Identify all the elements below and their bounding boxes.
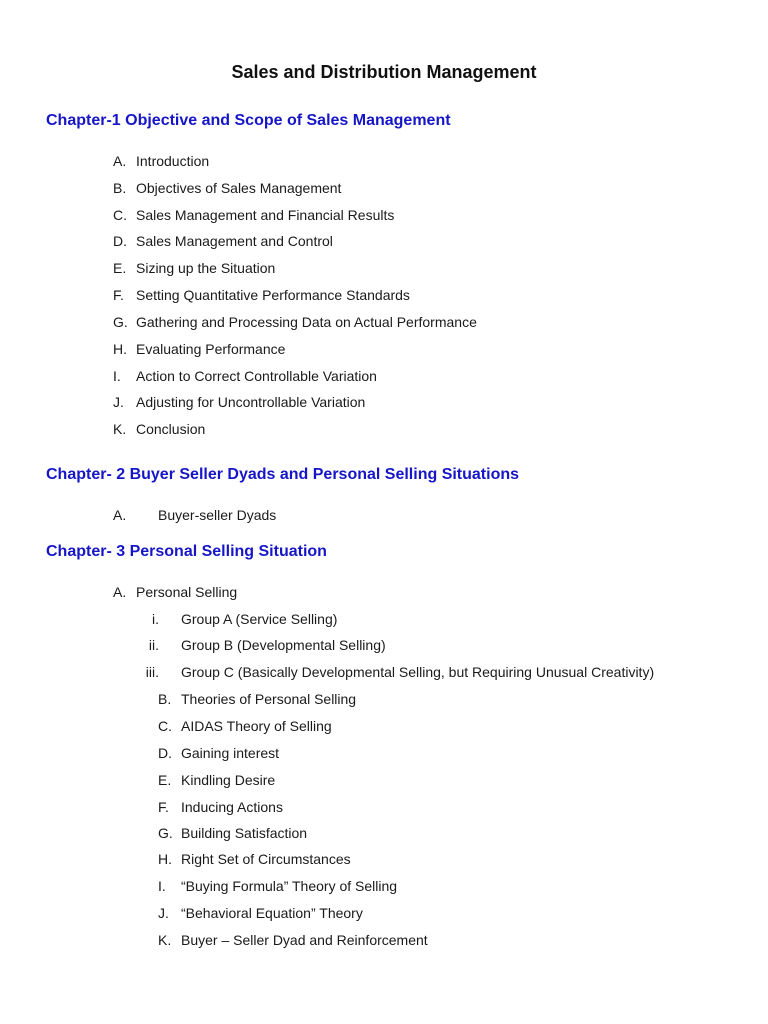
list-item — [0, 393, 768, 411]
list-marker: K. — [113, 421, 127, 437]
list-item — [0, 744, 768, 762]
roman-marker: iii. — [145, 664, 159, 680]
page-title: Sales and Distribution Management — [231, 62, 537, 82]
list-item — [0, 286, 768, 304]
list-item — [0, 771, 768, 789]
list-item — [0, 232, 768, 250]
list-text: AIDAS Theory of Selling — [181, 718, 332, 734]
list-text: Buyer-seller Dyads — [158, 507, 277, 523]
list-marker: A. — [113, 584, 127, 600]
list-text: Right Set of Circumstances — [181, 851, 351, 867]
list-item — [0, 313, 768, 331]
list-text: “Behavioral Equation” Theory — [181, 905, 363, 921]
sublist-item — [0, 636, 768, 654]
list-text: Inducing Actions — [181, 799, 283, 815]
roman-marker: ii. — [148, 637, 159, 653]
list-text: Gathering and Processing Data on Actual Performance — [136, 314, 477, 330]
list-marker: H. — [113, 341, 127, 357]
list-marker: J. — [158, 905, 169, 921]
sublist-item — [0, 663, 768, 681]
list-text: “Buying Formula” Theory of Selling — [181, 878, 398, 894]
list-item — [0, 179, 768, 197]
list-marker: I. — [158, 878, 166, 894]
list-text: Setting Quantitative Performance Standards — [136, 287, 410, 303]
list-marker: G. — [158, 825, 173, 841]
list-item — [0, 904, 768, 922]
list-marker: A. — [113, 153, 127, 169]
list-item — [0, 206, 768, 224]
list-item — [0, 717, 768, 735]
list-item — [0, 583, 768, 601]
chapter-2-heading: Chapter- 2 Buyer Seller Dyads and Personal Selling Situations — [46, 466, 520, 483]
list-item — [0, 850, 768, 868]
list-marker: E. — [158, 772, 172, 788]
list-text: Evaluating Performance — [136, 341, 286, 357]
list-marker: D. — [158, 745, 172, 761]
list-text: Objectives of Sales Management — [136, 180, 342, 196]
list-marker: C. — [158, 718, 172, 734]
chapter-3-heading: Chapter- 3 Personal Selling Situation — [46, 543, 327, 560]
list-text: Theories of Personal Selling — [181, 691, 357, 707]
list-text: Kindling Desire — [181, 772, 276, 788]
list-item — [0, 824, 768, 842]
list-item — [0, 259, 768, 277]
list-marker: H. — [158, 851, 172, 867]
list-marker: E. — [113, 260, 127, 276]
list-marker: G. — [113, 314, 128, 330]
list-marker: D. — [113, 233, 127, 249]
list-text: Sales Management and Control — [136, 233, 333, 249]
list-item — [0, 152, 768, 170]
list-item — [0, 931, 768, 949]
list-text: Group B (Developmental Selling) — [181, 637, 386, 653]
list-text: Personal Selling — [136, 584, 238, 600]
list-marker: K. — [158, 932, 172, 948]
list-text: Sizing up the Situation — [136, 260, 276, 276]
chapter-1-heading: Chapter-1 Objective and Scope of Sales Management — [46, 112, 451, 129]
list-text: Buyer – Seller Dyad and Reinforcement — [181, 932, 428, 948]
list-marker: C. — [113, 207, 127, 223]
list-item — [0, 506, 768, 524]
list-item — [0, 690, 768, 708]
list-item — [0, 798, 768, 816]
sublist-item — [0, 610, 768, 628]
roman-marker: i. — [152, 611, 159, 627]
list-item — [0, 877, 768, 895]
list-marker: J. — [113, 394, 124, 410]
list-text: Conclusion — [136, 421, 206, 437]
list-item — [0, 420, 768, 438]
list-text: Sales Management and Financial Results — [136, 207, 395, 223]
list-text: Action to Correct Controllable Variation — [136, 368, 377, 384]
list-marker: F. — [113, 287, 124, 303]
list-text: Group C (Basically Developmental Selling, but Requiring Unusual Creativity) — [181, 664, 655, 680]
list-item — [0, 340, 768, 358]
list-marker: A. — [113, 507, 127, 523]
list-text: Building Satisfaction — [181, 825, 308, 841]
list-item — [0, 367, 768, 385]
list-text: Gaining interest — [181, 745, 280, 761]
list-marker: B. — [113, 180, 127, 196]
list-text: Introduction — [136, 153, 210, 169]
list-marker: B. — [158, 691, 172, 707]
list-marker: F. — [158, 799, 169, 815]
list-text: Adjusting for Uncontrollable Variation — [136, 394, 366, 410]
list-text: Group A (Service Selling) — [181, 611, 338, 627]
list-marker: I. — [113, 368, 121, 384]
